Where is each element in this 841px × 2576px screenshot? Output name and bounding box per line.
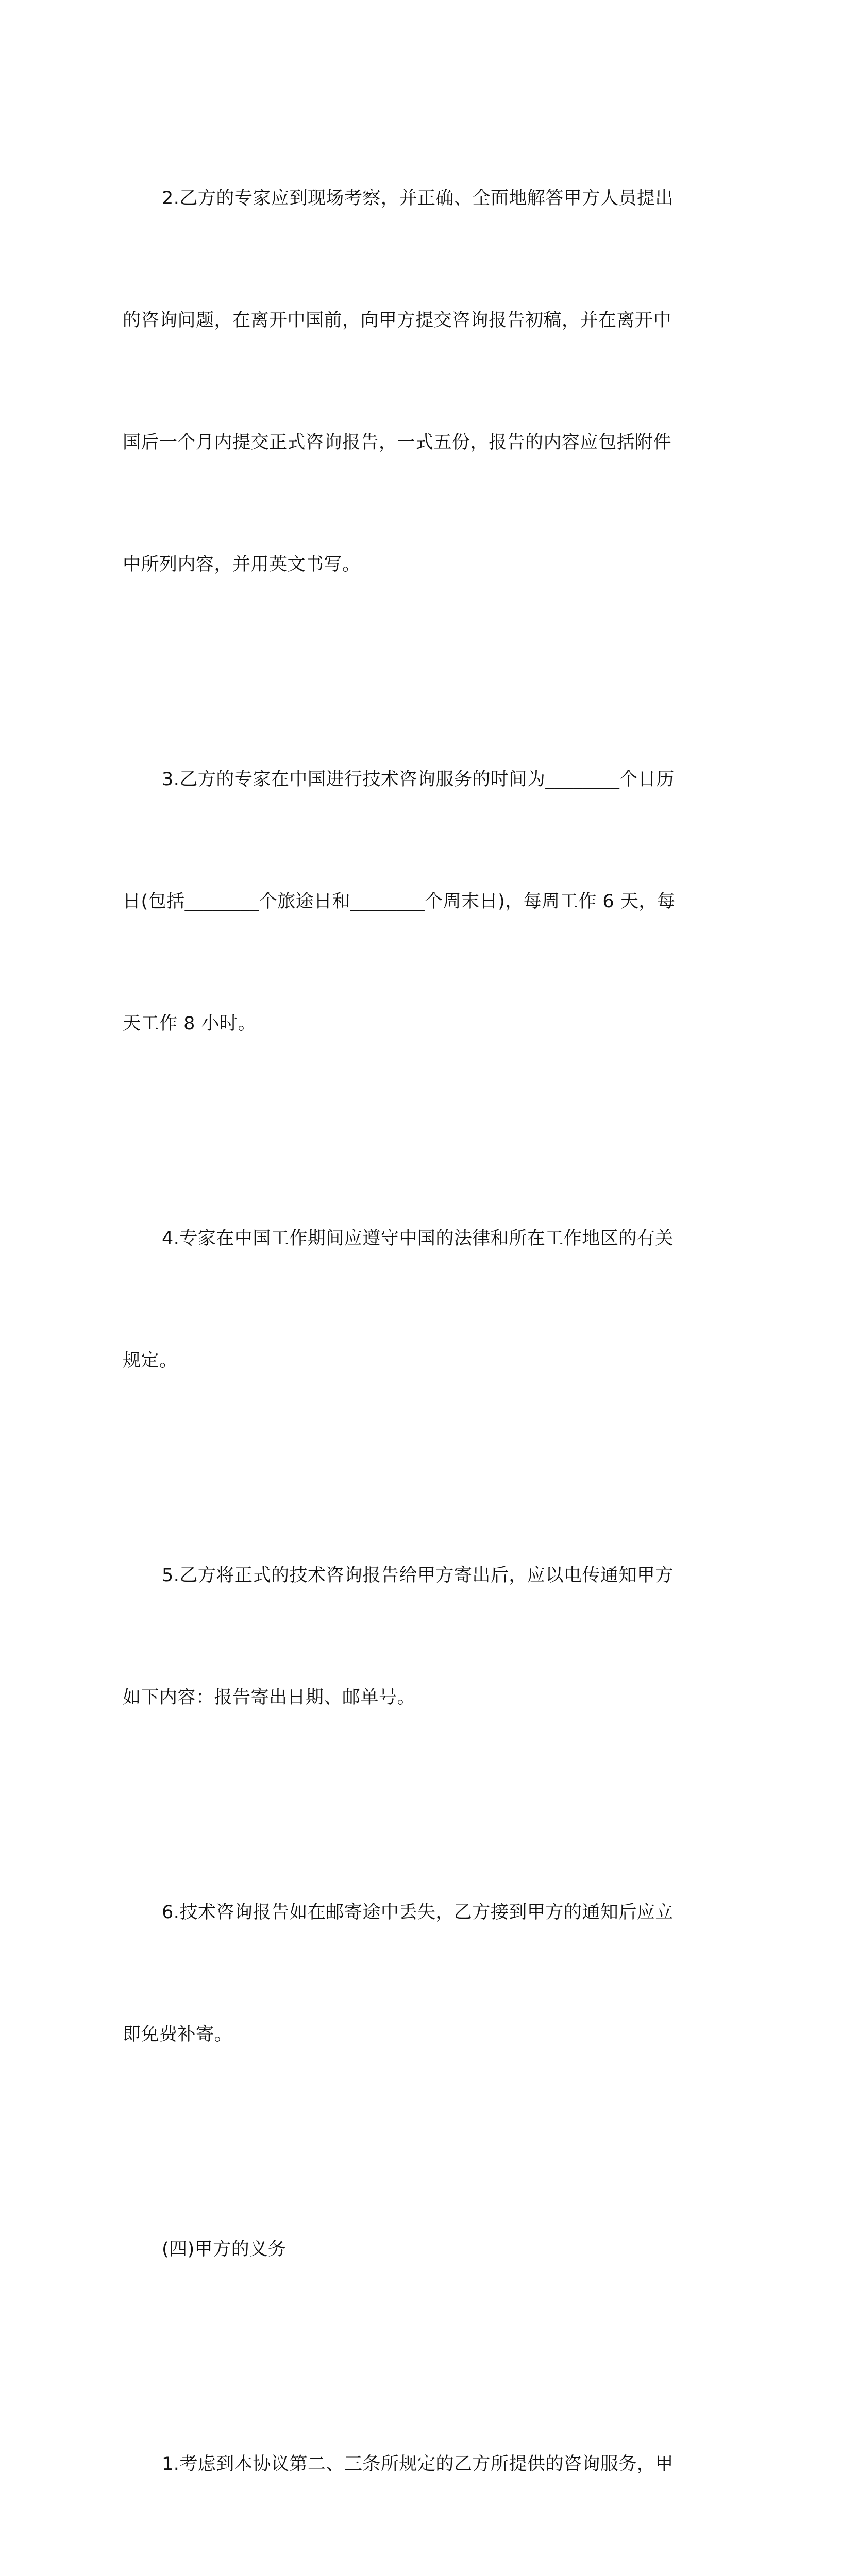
paragraph-line: 5.乙方将正式的技术咨询报告给甲方寄出后，应以电传通知甲方 [162, 1565, 674, 1586]
paragraph-line: 6.技术咨询报告如在邮寄途中丢失，乙方接到甲方的通知后应立 [162, 1902, 674, 1923]
paragraph-line: 日(包括________个旅途日和________个周末日)，每周工作 6 天，每 [123, 891, 676, 912]
clause-5-notification [123, 1474, 715, 1800]
obligation-1-payment [123, 2363, 715, 2576]
paragraph-line: 4.专家在中国工作期间应遵守中国的法律和所在工作地区的有关 [162, 1228, 674, 1249]
paragraph-line: 中所列内容，并用英文书写。 [123, 554, 361, 575]
document-body [123, 97, 715, 2576]
paragraph-line: 天工作 8 小时。 [123, 1013, 257, 1034]
paragraph-line: 3.乙方的专家在中国进行技术咨询服务的时间为________个日历 [162, 769, 675, 790]
section-heading: (四)甲方的义务 [162, 2239, 287, 2260]
paragraph-line: 如下内容：报告寄出日期、邮单号。 [123, 1687, 416, 1708]
clause-4-compliance [123, 1137, 715, 1463]
paragraph-line: 国后一个月内提交正式咨询报告，一式五份，报告的内容应包括附件 [123, 432, 672, 453]
clause-6-lost-report [123, 1811, 715, 2137]
paragraph-line [123, 2566, 715, 2576]
clause-3-service-period [123, 678, 715, 1126]
paragraph-line: 规定。 [123, 1350, 178, 1371]
paragraph-line: 2.乙方的专家应到现场考察，并正确、全面地解答甲方人员提出 [162, 188, 674, 209]
section-heading-party-a-obligations [123, 2148, 715, 2351]
paragraph-line: 1.考虑到本协议第二、三条所规定的乙方所提供的咨询服务，甲 [162, 2454, 674, 2475]
paragraph-line: 的咨询问题，在离开中国前，向甲方提交咨询报告初稿，并在离开中 [123, 310, 672, 331]
clause-2-expert-duties [123, 97, 715, 667]
paragraph-line: 即免费补寄。 [123, 2024, 233, 2045]
